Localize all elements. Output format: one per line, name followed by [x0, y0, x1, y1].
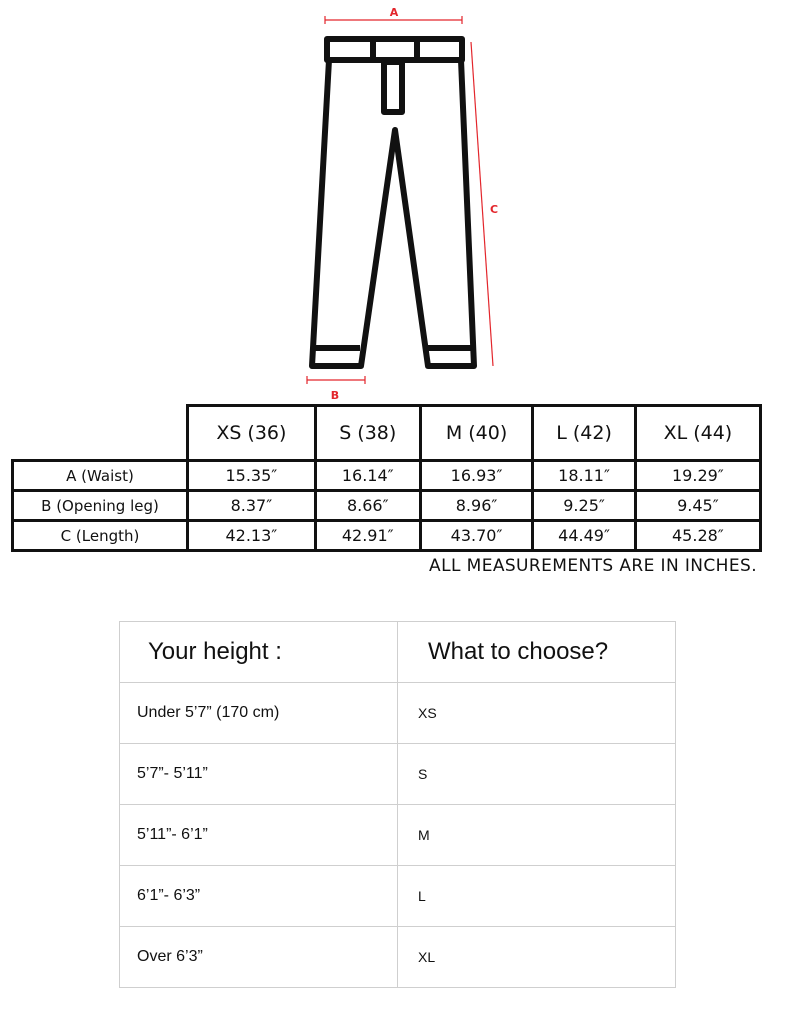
recommended-size: L [398, 866, 676, 927]
dimension-label-a: A [389, 6, 399, 19]
measurement-units-note: ALL MEASUREMENTS ARE IN INCHES. [429, 556, 757, 576]
height-range: 5’11”- 6’1” [120, 805, 398, 866]
your-height-header: Your height : [120, 622, 398, 683]
height-range: 5’7”- 5’11” [120, 744, 398, 805]
length-row [13, 521, 761, 551]
opening-leg-row [13, 491, 761, 521]
recommended-size: M [398, 805, 676, 866]
dimension-label-c: C [489, 203, 499, 216]
size-header-xl: XL (44) [635, 406, 760, 461]
what-to-choose-header: What to choose? [398, 622, 676, 683]
length-m: 43.70″ [420, 521, 533, 551]
length-l: 44.49″ [533, 521, 635, 551]
recommended-size: S [398, 744, 676, 805]
height-row [120, 683, 676, 744]
waist-m: 16.93″ [420, 461, 533, 491]
length-xs: 42.13″ [188, 521, 316, 551]
height-range: Over 6’3” [120, 927, 398, 988]
height-range: Under 5’7” (170 cm) [120, 683, 398, 744]
opening-leg-l: 9.25″ [533, 491, 635, 521]
height-row [120, 805, 676, 866]
size-header-xs: XS (36) [188, 406, 316, 461]
height-header-row [120, 622, 676, 683]
waist-xl: 19.29″ [635, 461, 760, 491]
recommended-size: XS [398, 683, 676, 744]
size-header-m: M (40) [420, 406, 533, 461]
row-label-opening-leg: B (Opening leg) [13, 491, 188, 521]
size-header-s: S (38) [315, 406, 420, 461]
dimension-label-b: B [330, 389, 340, 400]
waist-xs: 15.35″ [188, 461, 316, 491]
length-xl: 45.28″ [635, 521, 760, 551]
size-header-l: L (42) [533, 406, 635, 461]
trousers-diagram [0, 0, 800, 400]
recommended-size: XL [398, 927, 676, 988]
size-header-row [13, 406, 761, 461]
row-label-length: C (Length) [13, 521, 188, 551]
height-row [120, 744, 676, 805]
waist-l: 18.11″ [533, 461, 635, 491]
row-label-waist: A (Waist) [13, 461, 188, 491]
waist-row [13, 461, 761, 491]
opening-leg-m: 8.96″ [420, 491, 533, 521]
opening-leg-s: 8.66″ [315, 491, 420, 521]
height-row [120, 866, 676, 927]
trousers-outline [312, 39, 474, 366]
height-range: 6’1”- 6’3” [120, 866, 398, 927]
height-size-guide-table [119, 621, 676, 988]
opening-leg-xl: 9.45″ [635, 491, 760, 521]
size-measurement-table [11, 404, 762, 552]
waist-s: 16.14″ [315, 461, 420, 491]
height-row [120, 927, 676, 988]
empty-corner-cell [13, 406, 188, 461]
length-s: 42.91″ [315, 521, 420, 551]
opening-leg-xs: 8.37″ [188, 491, 316, 521]
